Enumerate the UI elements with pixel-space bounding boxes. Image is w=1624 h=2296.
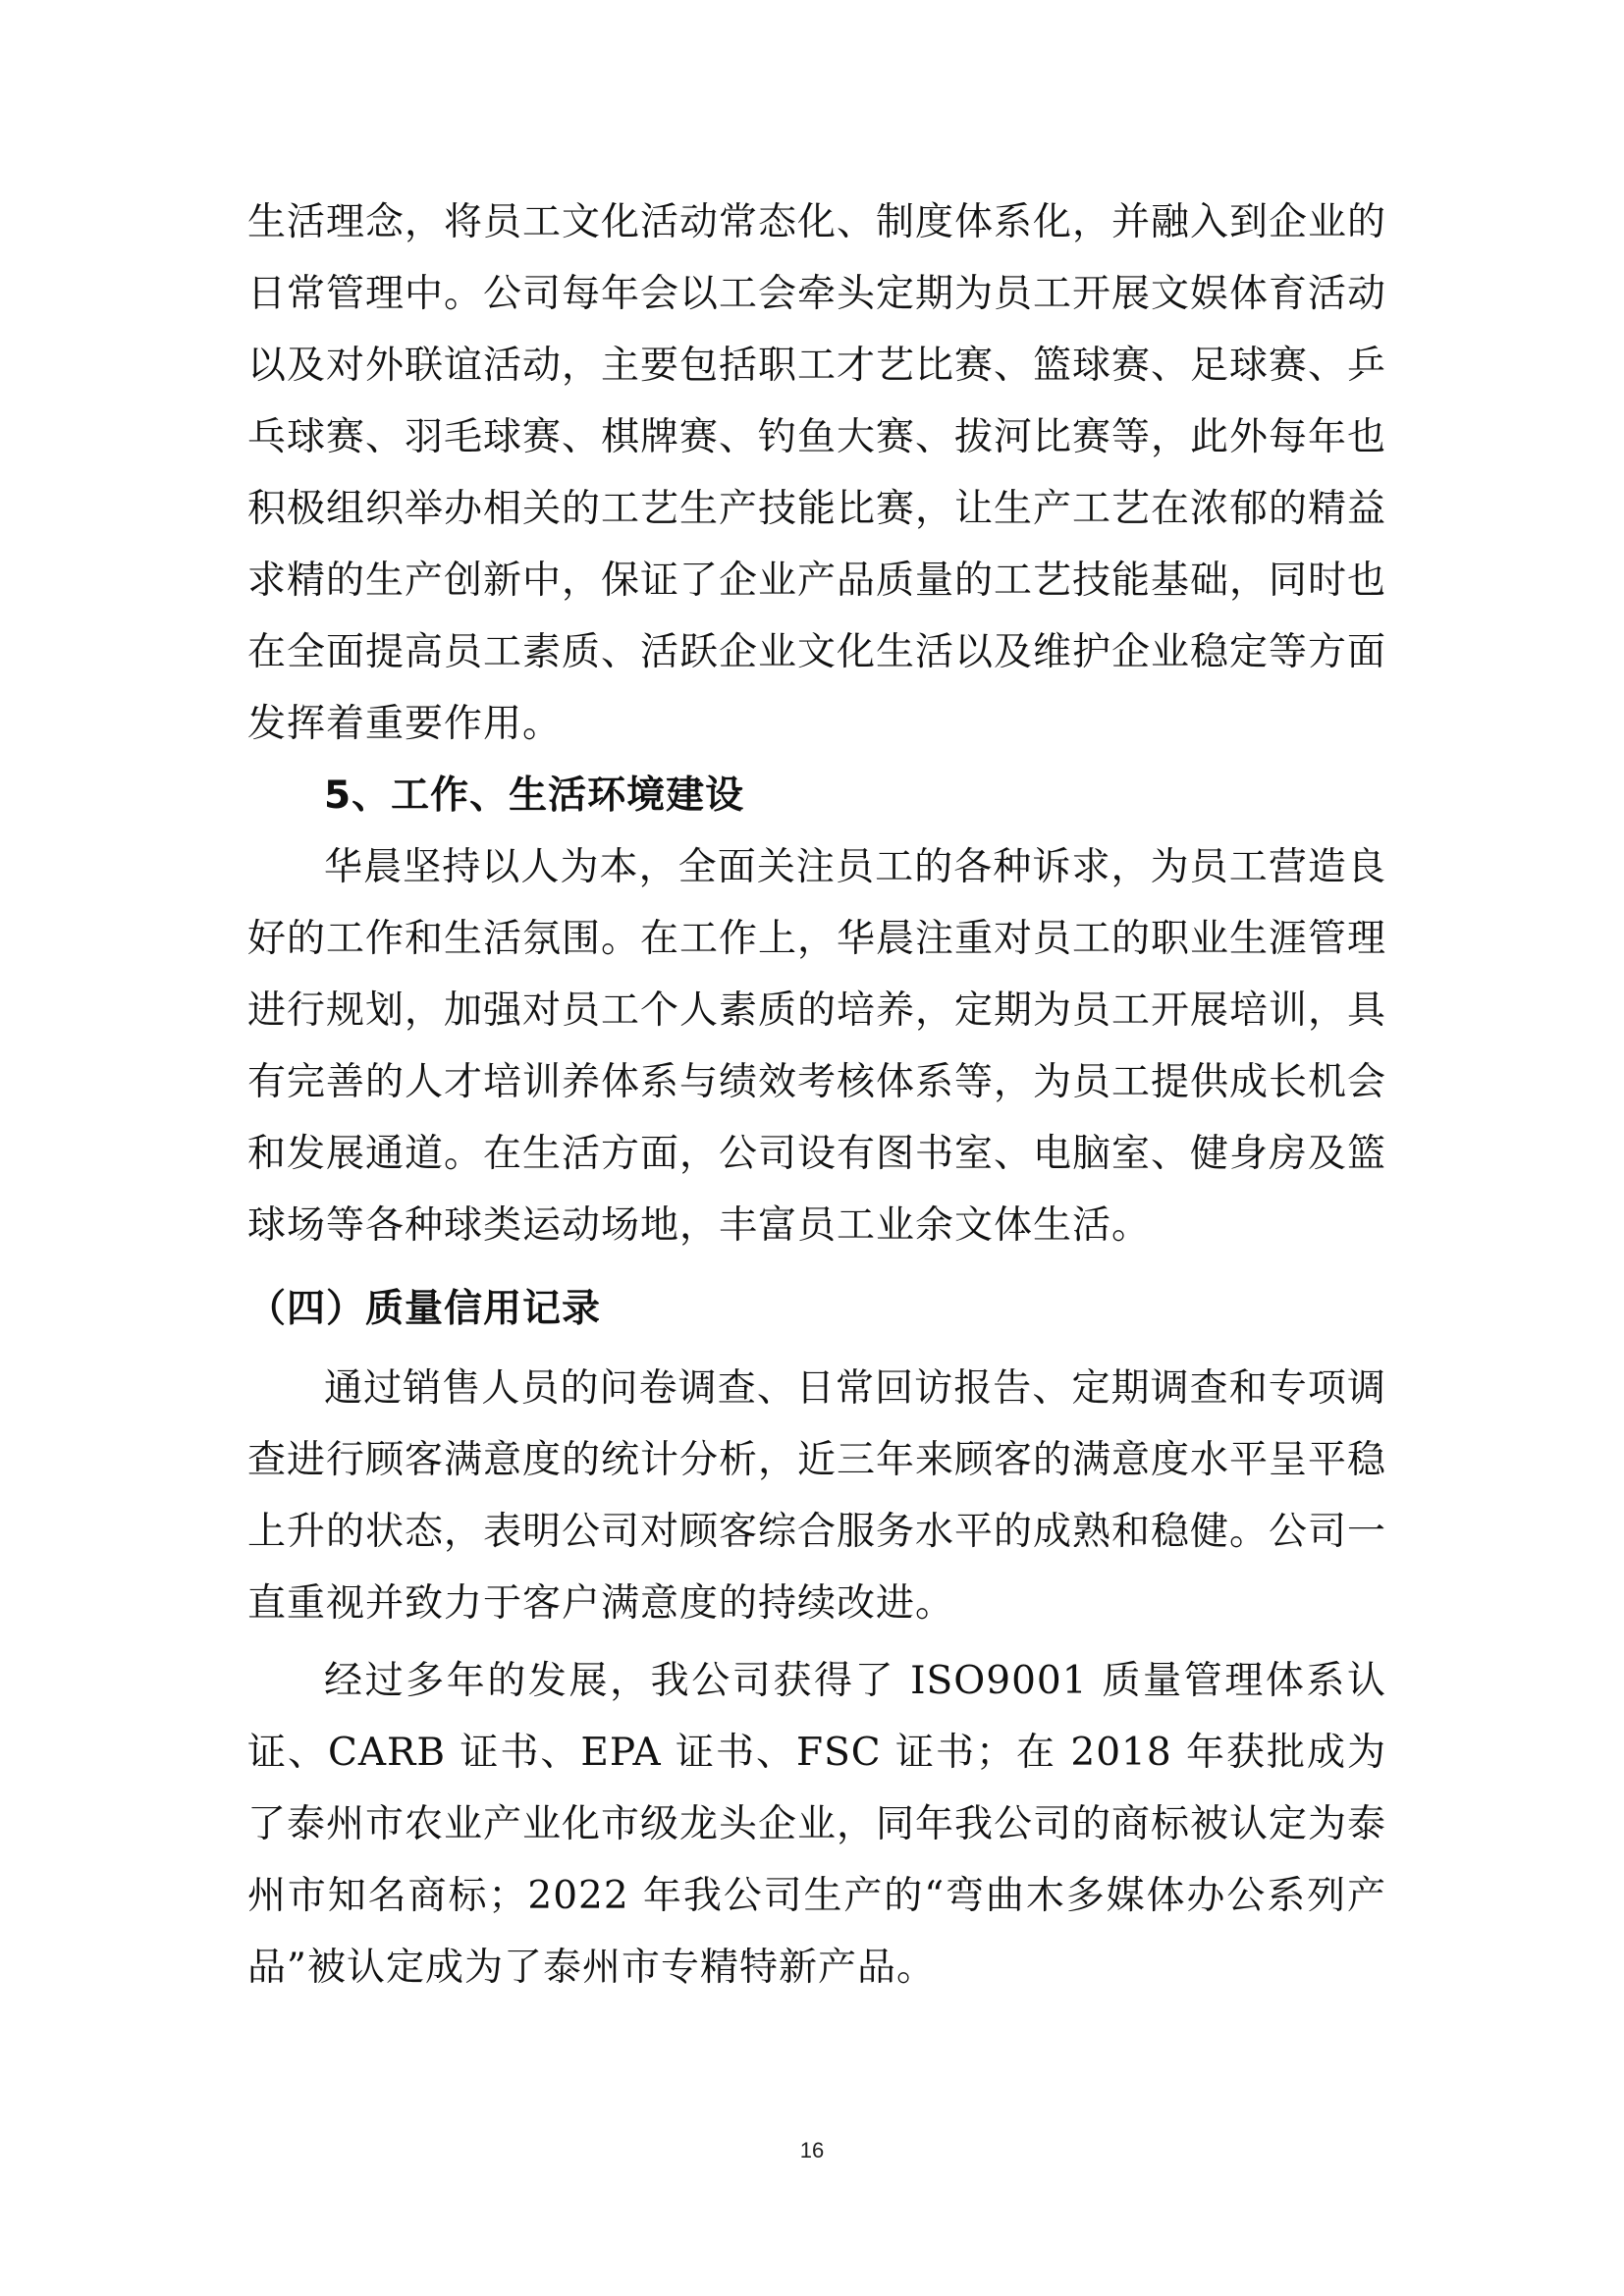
body-paragraph: 通过销售人员的问卷调查、日常回访报告、定期调查和专项调查进行顾客满意度的统计分析，近三年来顾客的满意度水平呈平稳上升的状态，表明公司对顾客综合服务水平的成熟和稳健。公司一直重视并致力于客户满意度的持续改进。 [247, 1366, 1387, 1626]
body-paragraph: 华晨坚持以人为本，全面关注员工的各种诉求，为员工营造良好的工作和生活氛围。在工作上，华晨注重对员工的职业生涯管理进行规划，加强对员工个人素质的培养，定期为员工开展培训，具有完善的人才培训养体系与绩效考核体系等，为员工提供成长机会和发展通道。在生活方面，公司设有图书室、电脑室、健身房及篮球场等各种球类运动场地，丰富员工业余文体生活。 [247, 845, 1387, 1248]
body-paragraph: 生活理念，将员工文化活动常态化、制度体系化，并融入到企业的日常管理中。公司每年会以工会牵头定期为员工开展文娱体育活动以及对外联谊活动，主要包括职工才艺比赛、篮球赛、足球赛、乒乓球赛、羽毛球赛、棋牌赛、钓鱼大赛、拔河比赛等，此外每年也积极组织举办相关的工艺生产技能比赛，让生产工艺在浓郁的精益求精的生产创新中，保证了企业产品质量的工艺技能基础，同时也在全面提高员工素质、活跃企业文化生活以及维护企业稳定等方面发挥着重要作用。 [247, 200, 1387, 746]
section-heading-5: 5、工作、生活环境建设 [324, 774, 745, 818]
section-heading-4: （四）质量信用记录 [247, 1287, 602, 1331]
document-body [247, 187, 1386, 2003]
body-paragraph: 经过多年的发展，我公司获得了 ISO9001 质量管理体系认证、CARB 证书、EPA 证书、FSC 证书；在 2018 年获批成为了泰州市农业产业化市级龙头企业，同年我公司的商标被认定为泰州市知名商标；2022 年我公司生产的“弯曲木多媒体办公系列产品”被认定成为了泰州市专精特新产品。 [247, 1659, 1387, 1990]
page-number: 16 [799, 2138, 825, 2163]
spacer [247, 1261, 1386, 1267]
